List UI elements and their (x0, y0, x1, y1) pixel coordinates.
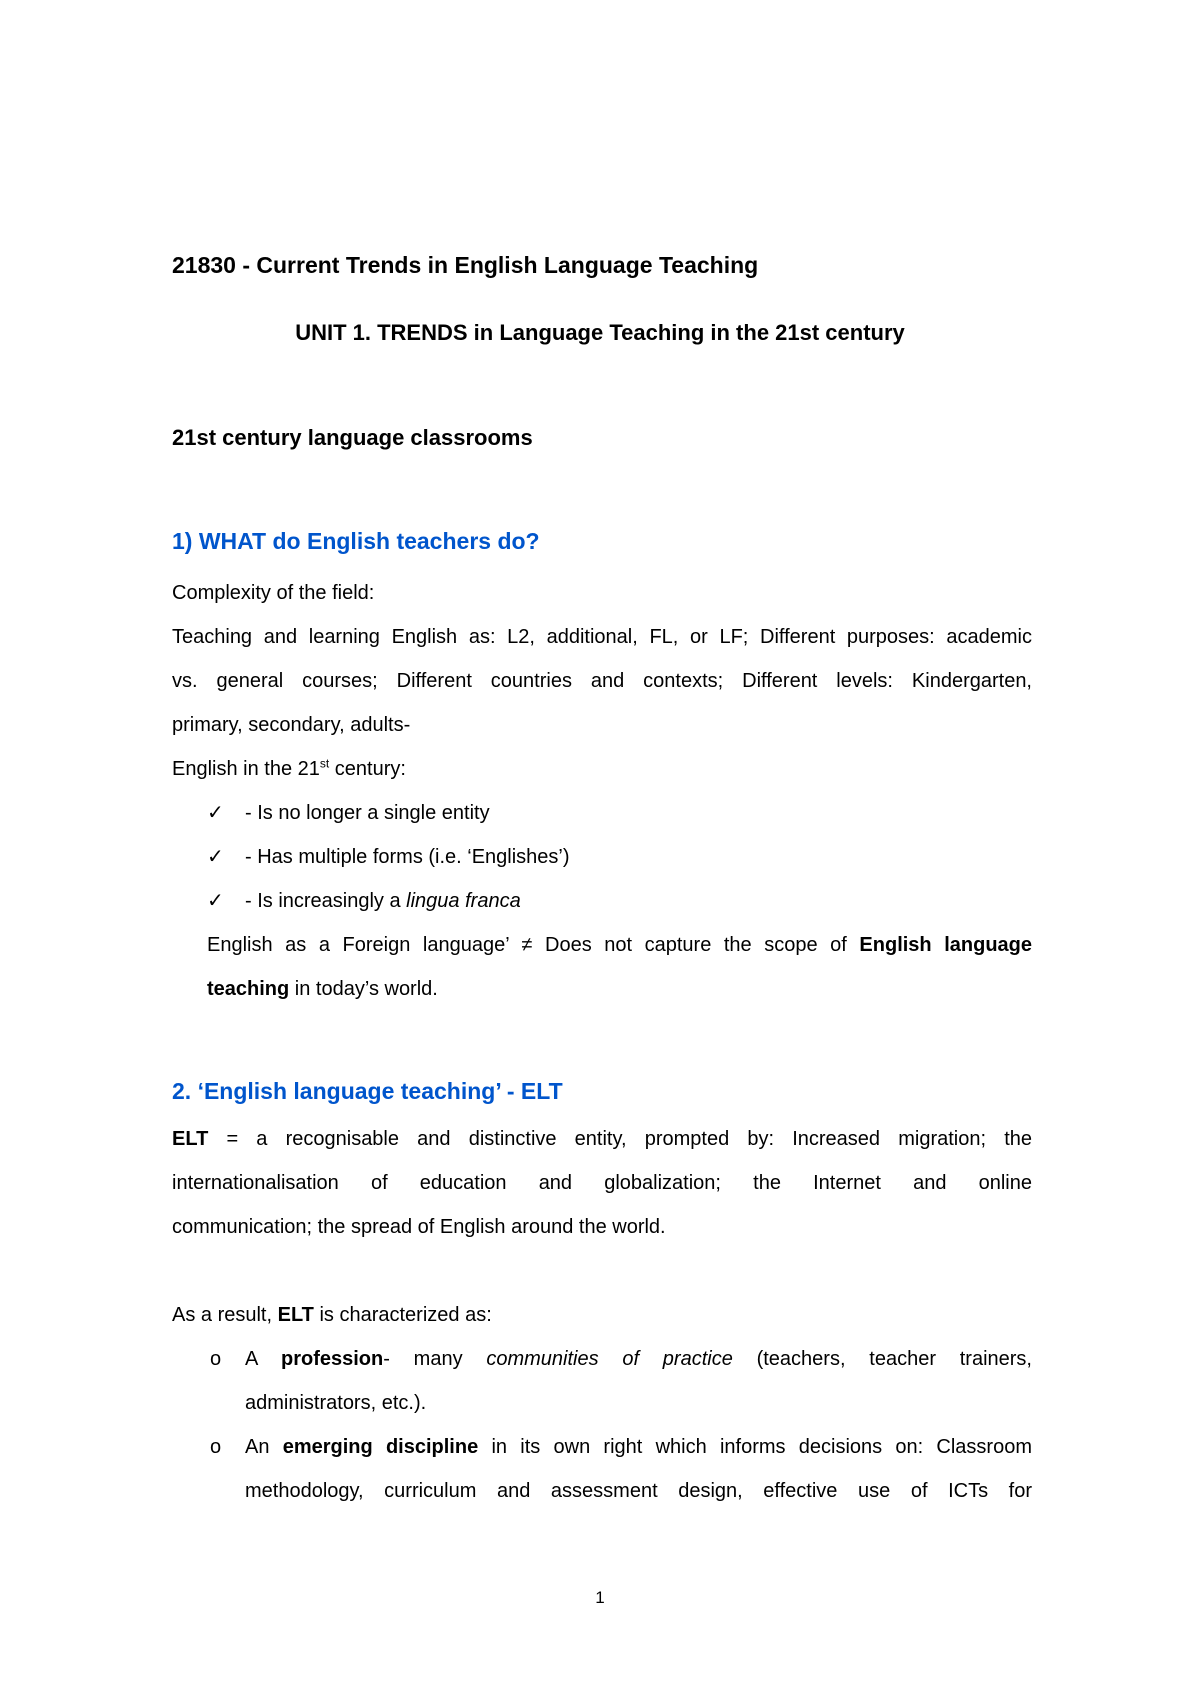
check-item: - Is increasingly a lingua franca (245, 890, 521, 912)
complexity-label: Complexity of the field: (172, 582, 375, 604)
checkmark-icon: ✓ (207, 802, 224, 824)
elt-line: communication; the spread of English around the world. (172, 1216, 666, 1238)
checkmark-icon: ✓ (207, 890, 224, 912)
elt-line: ELT = a recognisable and distinctive entity, prompted by: Increased migration; the (172, 1128, 1032, 1150)
unit-title: UNIT 1. TRENDS in Language Teaching in the 21st century (295, 320, 905, 345)
page-number: 1 (595, 1588, 605, 1607)
para-line: primary, secondary, adults- (172, 714, 411, 736)
bullet-icon: o (210, 1348, 222, 1370)
efl-line: teaching in today’s world. (207, 978, 438, 1000)
english-21st-line: English in the 21st century: (172, 756, 406, 780)
elt-line: internationalisation of education and globalization; the Internet and online (172, 1172, 1032, 1194)
bullet-item-line: A profession- many communities of practice (teachers, teacher trainers, (245, 1348, 1032, 1370)
para-line: vs. general courses; Different countries and contexts; Different levels: Kindergarten, (172, 670, 1032, 692)
section1-heading: 1) WHAT do English teachers do? (172, 528, 540, 554)
check-item: - Has multiple forms (i.e. ‘Englishes’) (245, 846, 570, 868)
bullet-item-line: methodology, curriculum and assessment design, effective use of ICTs for (245, 1480, 1032, 1502)
result-line: As a result, ELT is characterized as: (172, 1304, 492, 1326)
efl-line: English as a Foreign language’ ≠ Does not capture the scope of English language (207, 934, 1033, 956)
checkmark-icon: ✓ (207, 846, 224, 868)
check-item: - Is no longer a single entity (245, 802, 490, 824)
bullet-item-line: administrators, etc.). (245, 1392, 427, 1414)
section2-heading: 2. ‘English language teaching’ - ELT (172, 1078, 563, 1104)
para-line: Teaching and learning English as: L2, additional, FL, or LF; Different purposes: academic (172, 626, 1032, 648)
bullet-item-line: An emerging discipline in its own right which informs decisions on: Classroom (245, 1436, 1032, 1458)
course-title: 21830 - Current Trends in English Language Teaching (172, 252, 759, 278)
bullet-icon: o (210, 1436, 222, 1458)
section-title: 21st century language classrooms (172, 425, 533, 450)
